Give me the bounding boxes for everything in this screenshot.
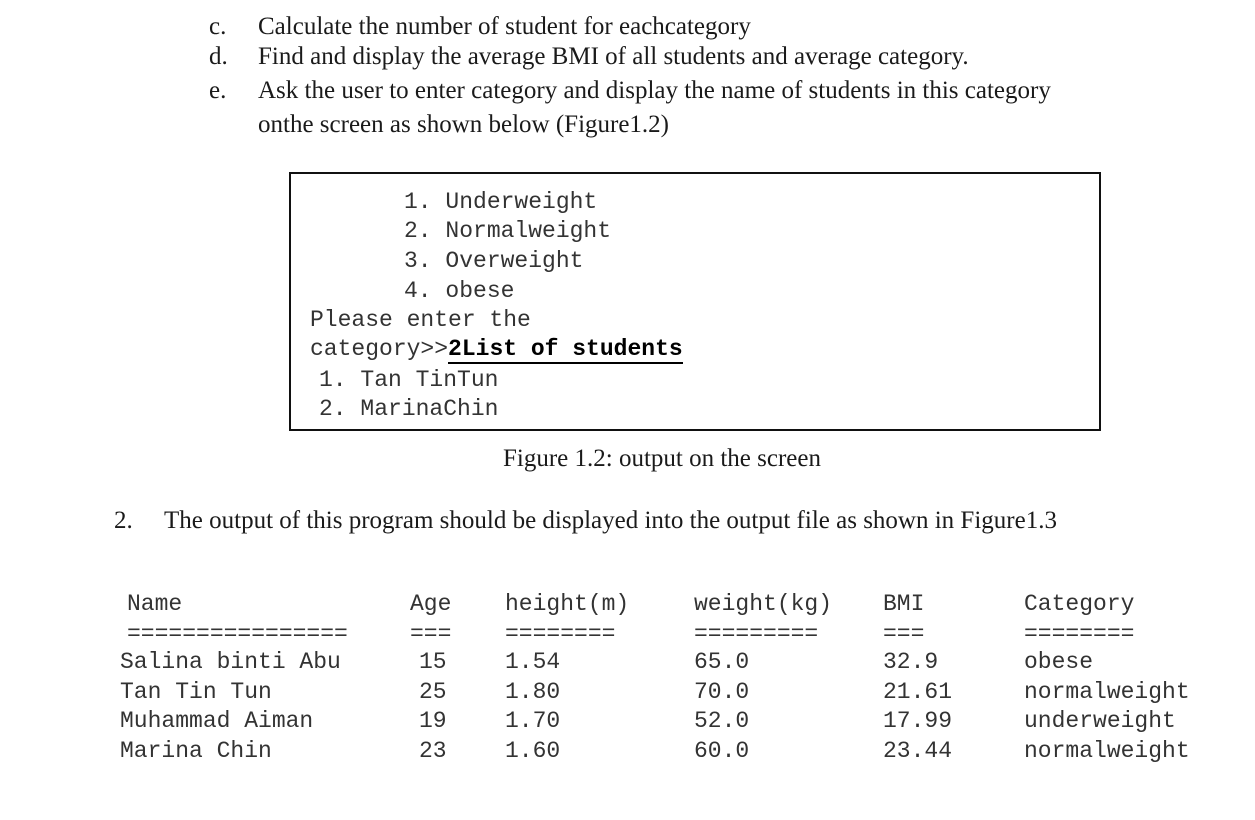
menu-item: 3. Overweight [404,248,584,274]
table-cell: 1.80 [505,679,561,705]
prompt-prefix: category>> [310,336,449,362]
table-header: Name [127,591,183,617]
table-separator: ======== [505,621,616,647]
table-cell: 70.0 [694,679,750,705]
figure-caption: Figure 1.2: output on the screen [503,445,821,472]
table-cell: underweight [1024,708,1176,734]
table-cell: 23.44 [883,738,953,764]
table-cell: 25 [419,679,447,705]
table-header: BMI [883,591,925,617]
menu-item: 2. Normalweight [404,218,612,244]
table-cell: obese [1024,649,1094,675]
table-cell: 1.60 [505,738,561,764]
table-header: height(m) [505,591,630,617]
table-separator: === [883,621,925,647]
table-separator: ================ [127,621,348,647]
list-text: Calculate the number of student for eachcategory [258,13,751,40]
table-cell: 17.99 [883,708,953,734]
list-marker: c. [209,13,227,40]
menu-item: 4. obese [404,278,515,304]
table-cell: 23 [419,738,447,764]
table-cell: 1.70 [505,708,561,734]
table-cell: Tan Tin Tun [120,679,272,705]
console-output-box [289,172,1101,431]
list-marker: d. [209,43,228,70]
table-cell: 21.61 [883,679,953,705]
table-header: Age [410,591,452,617]
table-cell: Marina Chin [120,738,272,764]
list-text: Find and display the average BMI of all students and average category. [258,43,969,70]
table-separator: ======== [1024,621,1135,647]
prompt-line [310,335,683,363]
list-marker: e. [209,77,227,104]
table-cell: normalweight [1024,738,1190,764]
table-header: Category [1024,591,1135,617]
list-text: The output of this program should be displayed into the output file as shown in Figure1.3 [164,507,1057,534]
table-separator: === [410,621,452,647]
table-cell: Muhammad Aiman [120,708,314,734]
list-item-2 [114,506,1057,536]
table-cell: 52.0 [694,708,750,734]
table-cell: normalweight [1024,679,1190,705]
list-text: onthe screen as shown below (Figure1.2) [258,111,670,138]
table-separator: ========= [694,621,819,647]
prompt-line: Please enter the [310,307,531,333]
table-cell: 60.0 [694,738,750,764]
table-cell: Salina binti Abu [120,649,341,675]
table-cell: 19 [419,708,447,734]
student-line: 1. Tan TinTun [319,367,499,393]
list-marker: 2. [114,507,133,534]
student-line: 2. MarinaChin [319,396,499,422]
list-text: Ask the user to enter category and display the name of students in this category [258,77,1051,104]
table-header: weight(kg) [694,591,833,617]
table-cell: 15 [419,649,447,675]
table-cell: 1.54 [505,649,561,675]
table-cell: 32.9 [883,649,939,675]
table-cell: 65.0 [694,649,750,675]
user-input: 2List of students [448,336,683,362]
menu-item: 1. Underweight [404,189,598,215]
